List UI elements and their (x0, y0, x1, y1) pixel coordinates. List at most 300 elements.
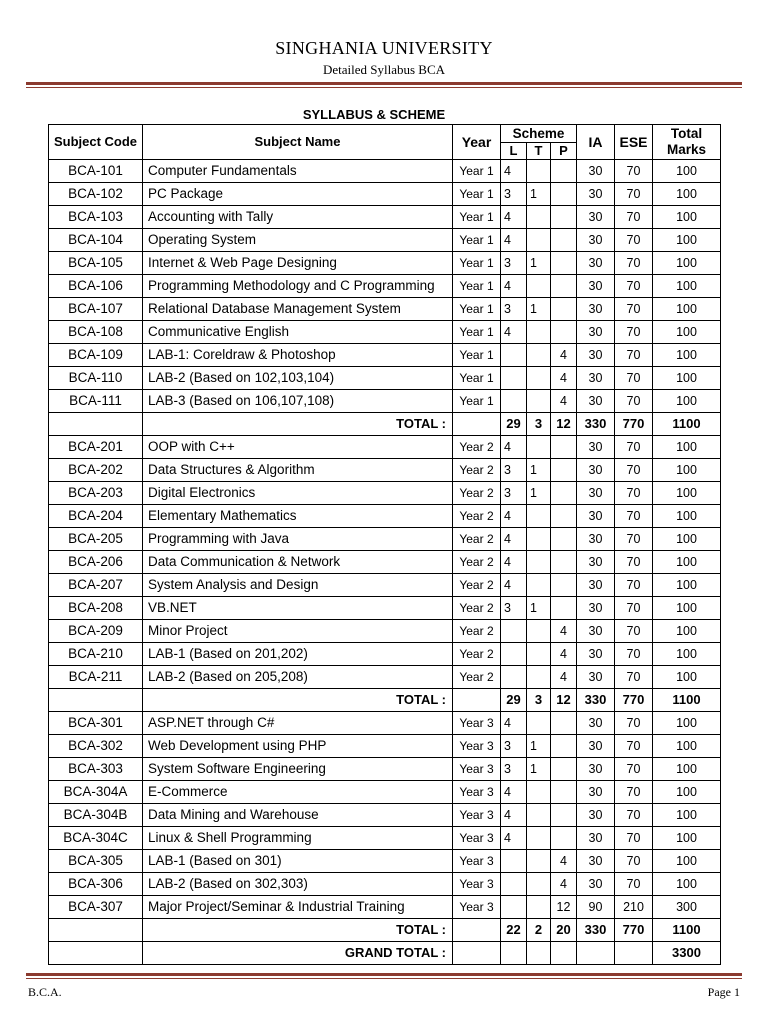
section-total-row (49, 689, 721, 712)
total-marks: 100 (653, 712, 721, 735)
total-blank-cell (527, 942, 551, 965)
lecture-hours (501, 873, 527, 896)
header-ia: IA (577, 125, 615, 160)
subject-name: Internet & Web Page Designing (143, 252, 453, 275)
subject-name: Minor Project (143, 620, 453, 643)
subject-code: BCA-107 (49, 298, 143, 321)
total-blank-cell (615, 942, 653, 965)
subject-name: Operating System (143, 229, 453, 252)
ia-marks: 30 (577, 229, 615, 252)
practical-hours (551, 436, 577, 459)
table-row (49, 551, 721, 574)
tutorial-hours: 1 (527, 758, 551, 781)
practical-hours: 4 (551, 850, 577, 873)
ia-marks: 30 (577, 574, 615, 597)
tutorial-hours (527, 321, 551, 344)
subject-name: E-Commerce (143, 781, 453, 804)
table-row (49, 390, 721, 413)
ese-marks: 70 (615, 620, 653, 643)
ia-marks: 30 (577, 298, 615, 321)
header-subject-code: Subject Code (49, 125, 143, 160)
subject-name: LAB-2 (Based on 102,103,104) (143, 367, 453, 390)
total-marks: 100 (653, 804, 721, 827)
lecture-hours: 3 (501, 298, 527, 321)
total-blank-cell (49, 689, 143, 712)
practical-hours (551, 183, 577, 206)
total-marks: 100 (653, 597, 721, 620)
subject-year: Year 3 (453, 873, 501, 896)
header-scheme: Scheme (501, 125, 577, 143)
table-row (49, 344, 721, 367)
ese-marks: 70 (615, 781, 653, 804)
subject-code: BCA-304B (49, 804, 143, 827)
table-row (49, 735, 721, 758)
subject-name: LAB-3 (Based on 106,107,108) (143, 390, 453, 413)
total-blank-cell (551, 942, 577, 965)
total-marks: 100 (653, 620, 721, 643)
subject-code: BCA-102 (49, 183, 143, 206)
subject-name: Relational Database Management System (143, 298, 453, 321)
university-title: SINGHANIA UNIVERSITY (275, 38, 493, 58)
subject-code: BCA-302 (49, 735, 143, 758)
tutorial-hours (527, 160, 551, 183)
subject-name: LAB-2 (Based on 205,208) (143, 666, 453, 689)
ia-marks: 30 (577, 643, 615, 666)
ia-marks: 30 (577, 206, 615, 229)
table-row (49, 367, 721, 390)
total-marks: 100 (653, 183, 721, 206)
practical-hours (551, 459, 577, 482)
ese-marks: 70 (615, 551, 653, 574)
subject-name: Data Mining and Warehouse (143, 804, 453, 827)
ia-marks: 30 (577, 321, 615, 344)
footer-page-number: Page 1 (707, 985, 740, 999)
ia-marks: 30 (577, 758, 615, 781)
subject-name: System Analysis and Design (143, 574, 453, 597)
lecture-hours (501, 367, 527, 390)
section-total-l: 29 (501, 689, 527, 712)
subject-year: Year 1 (453, 229, 501, 252)
table-row (49, 850, 721, 873)
lecture-hours: 4 (501, 229, 527, 252)
practical-hours: 4 (551, 390, 577, 413)
ia-marks: 30 (577, 505, 615, 528)
subject-year: Year 3 (453, 896, 501, 919)
lecture-hours (501, 344, 527, 367)
ia-marks: 30 (577, 735, 615, 758)
tutorial-hours (527, 896, 551, 919)
subject-name: LAB-1 (Based on 301) (143, 850, 453, 873)
tutorial-hours (527, 850, 551, 873)
lecture-hours: 4 (501, 712, 527, 735)
header-t: T (527, 143, 551, 160)
table-row (49, 597, 721, 620)
table-row (49, 482, 721, 505)
total-marks: 100 (653, 781, 721, 804)
practical-hours: 4 (551, 643, 577, 666)
subject-year: Year 2 (453, 666, 501, 689)
table-row (49, 666, 721, 689)
table-row (49, 873, 721, 896)
practical-hours: 4 (551, 367, 577, 390)
subject-year: Year 3 (453, 735, 501, 758)
lecture-hours: 3 (501, 482, 527, 505)
syllabus-table (48, 124, 721, 965)
section-total-p: 20 (551, 919, 577, 942)
subject-year: Year 1 (453, 321, 501, 344)
ese-marks: 70 (615, 367, 653, 390)
subject-code: BCA-305 (49, 850, 143, 873)
ese-marks: 70 (615, 229, 653, 252)
total-marks: 100 (653, 666, 721, 689)
total-blank-cell (453, 689, 501, 712)
practical-hours (551, 206, 577, 229)
total-marks: 100 (653, 275, 721, 298)
subject-name: Computer Fundamentals (143, 160, 453, 183)
practical-hours (551, 758, 577, 781)
ese-marks: 70 (615, 183, 653, 206)
subject-code: BCA-101 (49, 160, 143, 183)
tutorial-hours (527, 873, 551, 896)
subject-name: Data Communication & Network (143, 551, 453, 574)
tutorial-hours (527, 666, 551, 689)
subject-year: Year 2 (453, 505, 501, 528)
subject-year: Year 1 (453, 206, 501, 229)
ese-marks: 70 (615, 206, 653, 229)
table-row (49, 528, 721, 551)
practical-hours (551, 252, 577, 275)
total-blank-cell (49, 413, 143, 436)
ia-marks: 30 (577, 160, 615, 183)
ia-marks: 30 (577, 781, 615, 804)
grand-total-row (49, 942, 721, 965)
subject-name: Programming Methodology and C Programming (143, 275, 453, 298)
table-title: SYLLABUS & SCHEME (302, 107, 446, 122)
practical-hours (551, 804, 577, 827)
subject-year: Year 3 (453, 758, 501, 781)
header-rule (26, 82, 742, 85)
subject-year: Year 1 (453, 252, 501, 275)
practical-hours (551, 574, 577, 597)
practical-hours (551, 160, 577, 183)
total-marks: 100 (653, 873, 721, 896)
subject-year: Year 1 (453, 183, 501, 206)
subject-code: BCA-210 (49, 643, 143, 666)
total-blank-cell (49, 919, 143, 942)
subject-year: Year 3 (453, 827, 501, 850)
ese-marks: 70 (615, 666, 653, 689)
subject-code: BCA-304C (49, 827, 143, 850)
subject-name: Major Project/Seminar & Industrial Training (143, 896, 453, 919)
section-total-t: 2 (527, 919, 551, 942)
lecture-hours: 4 (501, 781, 527, 804)
subject-code: BCA-201 (49, 436, 143, 459)
header-subject-name: Subject Name (143, 125, 453, 160)
practical-hours (551, 735, 577, 758)
ia-marks: 30 (577, 712, 615, 735)
table-row (49, 229, 721, 252)
section-total-ese: 770 (615, 689, 653, 712)
tutorial-hours: 1 (527, 252, 551, 275)
practical-hours: 4 (551, 873, 577, 896)
practical-hours: 4 (551, 620, 577, 643)
subject-name: VB.NET (143, 597, 453, 620)
grand-total-marks: 3300 (653, 942, 721, 965)
table-row (49, 160, 721, 183)
ese-marks: 70 (615, 390, 653, 413)
subject-code: BCA-103 (49, 206, 143, 229)
total-marks: 100 (653, 574, 721, 597)
subject-name: LAB-1 (Based on 201,202) (143, 643, 453, 666)
ia-marks: 30 (577, 459, 615, 482)
table-row (49, 620, 721, 643)
total-marks: 100 (653, 344, 721, 367)
subject-name: Web Development using PHP (143, 735, 453, 758)
practical-hours: 4 (551, 666, 577, 689)
total-marks: 100 (653, 367, 721, 390)
ese-marks: 70 (615, 873, 653, 896)
subject-name: Linux & Shell Programming (143, 827, 453, 850)
lecture-hours: 4 (501, 436, 527, 459)
total-marks: 100 (653, 390, 721, 413)
tutorial-hours (527, 620, 551, 643)
subject-code: BCA-203 (49, 482, 143, 505)
ia-marks: 30 (577, 344, 615, 367)
table-row (49, 804, 721, 827)
total-marks: 100 (653, 252, 721, 275)
section-total-p: 12 (551, 689, 577, 712)
subject-code: BCA-111 (49, 390, 143, 413)
tutorial-hours (527, 206, 551, 229)
practical-hours (551, 298, 577, 321)
practical-hours (551, 528, 577, 551)
subject-code: BCA-104 (49, 229, 143, 252)
subject-year: Year 1 (453, 298, 501, 321)
total-marks: 100 (653, 528, 721, 551)
ia-marks: 30 (577, 252, 615, 275)
practical-hours (551, 275, 577, 298)
table-row (49, 252, 721, 275)
subject-year: Year 1 (453, 160, 501, 183)
tutorial-hours (527, 551, 551, 574)
ese-marks: 70 (615, 735, 653, 758)
subject-year: Year 2 (453, 620, 501, 643)
lecture-hours: 4 (501, 275, 527, 298)
total-marks: 100 (653, 827, 721, 850)
total-marks: 100 (653, 643, 721, 666)
subject-code: BCA-306 (49, 873, 143, 896)
subject-name: LAB-1: Coreldraw & Photoshop (143, 344, 453, 367)
total-blank-cell (453, 942, 501, 965)
table-row (49, 459, 721, 482)
lecture-hours: 4 (501, 160, 527, 183)
practical-hours (551, 551, 577, 574)
practical-hours (551, 712, 577, 735)
subject-year: Year 3 (453, 712, 501, 735)
practical-hours (551, 597, 577, 620)
table-row (49, 321, 721, 344)
section-total-label: TOTAL : (143, 919, 453, 942)
section-total-t: 3 (527, 413, 551, 436)
ia-marks: 30 (577, 482, 615, 505)
tutorial-hours (527, 436, 551, 459)
total-marks: 100 (653, 758, 721, 781)
section-total-ia: 330 (577, 689, 615, 712)
tutorial-hours (527, 505, 551, 528)
ese-marks: 70 (615, 482, 653, 505)
section-total-row (49, 919, 721, 942)
subject-year: Year 2 (453, 459, 501, 482)
header-ese: ESE (615, 125, 653, 160)
subject-code: BCA-105 (49, 252, 143, 275)
tutorial-hours (527, 344, 551, 367)
subject-code: BCA-109 (49, 344, 143, 367)
subject-year: Year 2 (453, 574, 501, 597)
table-row (49, 781, 721, 804)
total-blank-cell (453, 413, 501, 436)
tutorial-hours (527, 229, 551, 252)
subject-name: Accounting with Tally (143, 206, 453, 229)
subject-code: BCA-206 (49, 551, 143, 574)
total-marks: 100 (653, 160, 721, 183)
total-marks: 100 (653, 735, 721, 758)
table-row (49, 298, 721, 321)
section-total-t: 3 (527, 689, 551, 712)
total-marks: 100 (653, 505, 721, 528)
tutorial-hours: 1 (527, 735, 551, 758)
table-row (49, 827, 721, 850)
ese-marks: 210 (615, 896, 653, 919)
subject-code: BCA-207 (49, 574, 143, 597)
practical-hours (551, 781, 577, 804)
subject-code: BCA-211 (49, 666, 143, 689)
ese-marks: 70 (615, 528, 653, 551)
subject-code: BCA-301 (49, 712, 143, 735)
subject-code: BCA-110 (49, 367, 143, 390)
header-total-marks: Total Marks (653, 125, 721, 160)
table-row (49, 275, 721, 298)
subject-code: BCA-304A (49, 781, 143, 804)
total-blank-cell (453, 919, 501, 942)
section-total-ia: 330 (577, 413, 615, 436)
grand-total-label: GRAND TOTAL : (143, 942, 453, 965)
ese-marks: 70 (615, 643, 653, 666)
total-marks: 100 (653, 206, 721, 229)
lecture-hours: 3 (501, 183, 527, 206)
subject-year: Year 1 (453, 275, 501, 298)
lecture-hours (501, 620, 527, 643)
tutorial-hours (527, 827, 551, 850)
ese-marks: 70 (615, 344, 653, 367)
lecture-hours: 4 (501, 528, 527, 551)
lecture-hours: 4 (501, 827, 527, 850)
tutorial-hours (527, 712, 551, 735)
subject-name: PC Package (143, 183, 453, 206)
ese-marks: 70 (615, 160, 653, 183)
tutorial-hours (527, 781, 551, 804)
lecture-hours: 4 (501, 804, 527, 827)
tutorial-hours (527, 643, 551, 666)
subject-year: Year 2 (453, 643, 501, 666)
subject-year: Year 2 (453, 482, 501, 505)
tutorial-hours (527, 390, 551, 413)
subject-code: BCA-307 (49, 896, 143, 919)
ia-marks: 30 (577, 597, 615, 620)
subject-year: Year 1 (453, 367, 501, 390)
table-row (49, 643, 721, 666)
practical-hours: 4 (551, 344, 577, 367)
subject-year: Year 2 (453, 528, 501, 551)
lecture-hours (501, 850, 527, 873)
header-l: L (501, 143, 527, 160)
total-marks: 100 (653, 482, 721, 505)
table-row (49, 574, 721, 597)
ia-marks: 90 (577, 896, 615, 919)
table-row (49, 436, 721, 459)
lecture-hours: 4 (501, 321, 527, 344)
ese-marks: 70 (615, 252, 653, 275)
subject-name: ASP.NET through C# (143, 712, 453, 735)
ia-marks: 30 (577, 620, 615, 643)
lecture-hours: 3 (501, 758, 527, 781)
tutorial-hours (527, 367, 551, 390)
total-marks: 100 (653, 850, 721, 873)
ia-marks: 30 (577, 666, 615, 689)
practical-hours (551, 505, 577, 528)
ia-marks: 30 (577, 367, 615, 390)
lecture-hours (501, 666, 527, 689)
ese-marks: 70 (615, 597, 653, 620)
section-total-ese: 770 (615, 919, 653, 942)
total-marks: 100 (653, 229, 721, 252)
ia-marks: 30 (577, 390, 615, 413)
header-rule-thin (26, 87, 742, 88)
subject-name: OOP with C++ (143, 436, 453, 459)
ia-marks: 30 (577, 827, 615, 850)
tutorial-hours: 1 (527, 597, 551, 620)
ese-marks: 70 (615, 850, 653, 873)
subject-year: Year 1 (453, 390, 501, 413)
ese-marks: 70 (615, 298, 653, 321)
subject-name: Communicative English (143, 321, 453, 344)
practical-hours (551, 482, 577, 505)
header-p: P (551, 143, 577, 160)
subject-name: Programming with Java (143, 528, 453, 551)
subject-name: System Software Engineering (143, 758, 453, 781)
tutorial-hours (527, 528, 551, 551)
section-total-marks: 1100 (653, 689, 721, 712)
tutorial-hours (527, 574, 551, 597)
ia-marks: 30 (577, 528, 615, 551)
lecture-hours (501, 390, 527, 413)
total-marks: 100 (653, 321, 721, 344)
section-total-l: 22 (501, 919, 527, 942)
subject-year: Year 3 (453, 804, 501, 827)
section-total-marks: 1100 (653, 919, 721, 942)
lecture-hours: 4 (501, 574, 527, 597)
ia-marks: 30 (577, 873, 615, 896)
subject-year: Year 2 (453, 436, 501, 459)
subject-code: BCA-303 (49, 758, 143, 781)
subject-code: BCA-106 (49, 275, 143, 298)
ese-marks: 70 (615, 436, 653, 459)
lecture-hours: 3 (501, 735, 527, 758)
tutorial-hours: 1 (527, 459, 551, 482)
section-total-p: 12 (551, 413, 577, 436)
ese-marks: 70 (615, 758, 653, 781)
ese-marks: 70 (615, 712, 653, 735)
tutorial-hours (527, 275, 551, 298)
